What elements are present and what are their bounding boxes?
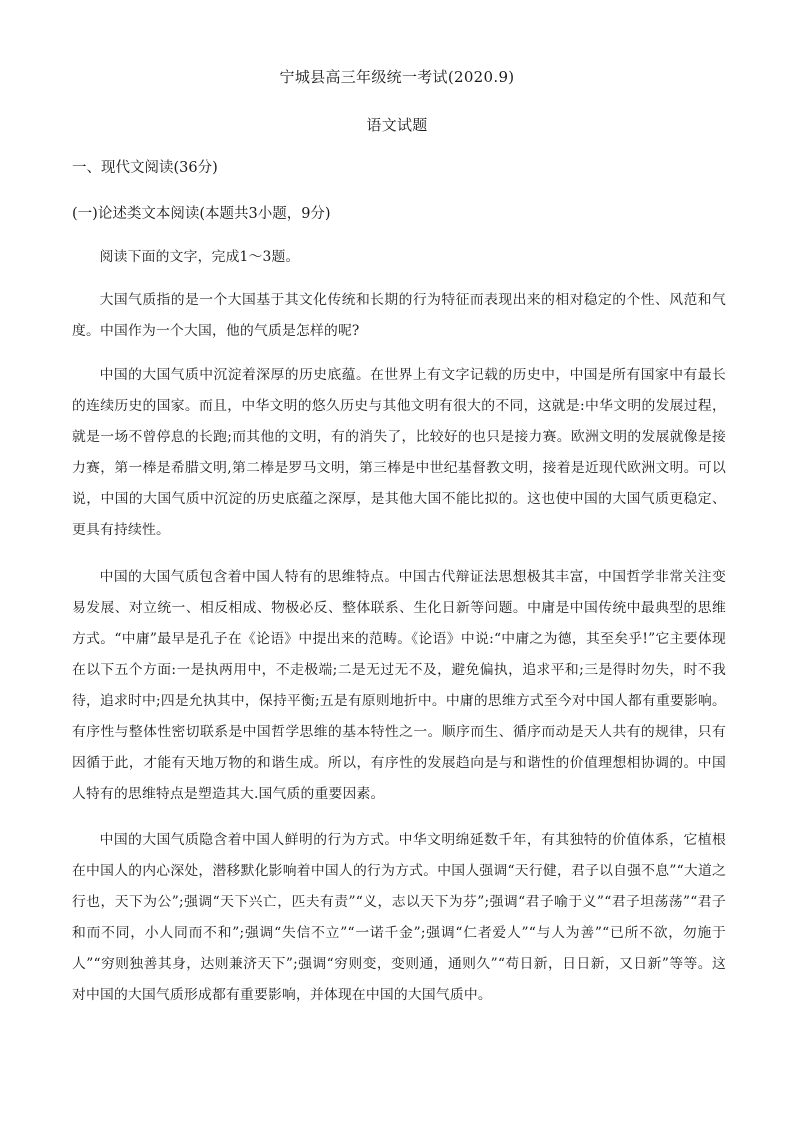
section-heading: 一、现代文阅读(36分) — [72, 160, 218, 176]
exam-subject-title: 语文试题 — [366, 116, 428, 134]
subsection-heading: (一)论述类文本阅读(本题共3小题，9分) — [72, 206, 331, 222]
reading-instruction: 阅读下面的文字，完成1～3题。 — [99, 249, 300, 265]
passage-paragraph: 中国的大国气质中沉淀着深厚的历史底蕴。在世界上有文字记载的历史中，中国是所有国家中有最长的连续历史的国家。而且，中华文明的悠久历史与其他文明有很大的不同，这就是:中华文明的发展过程，就是一场不曾停息的长跑;而其他的文明，有的消失了，比较好的也只是接力赛。欧洲文明的发展就像是接力赛，第一棒是希腊文明,第二棒是罗马文明，第三棒是中世纪基督教文明，接着是近现代欧洲文明。可以说，中国的大国气质中沉淀的历史底蕴之深厚，是其他大国不能比拟的。这也使中国的大国气质更稳定、更具有持续性。 — [72, 367, 726, 538]
passage-paragraph: 中国的大国气质包含着中国人特有的思维特点。中国古代辩证法思想极其丰富，中国哲学非常关注变易发展、对立统一、相反相成、物极必反、整体联系、生化日新等问题。中庸是中国传统中最典型的思维方式。“中庸”最早是孔子在《论语》中提出来的范畴。《论语》中说:“中庸之为德，其至矣乎!”它主要体现在以下五个方面:一是执两用中，不走极端;二是无过无不及，避免偏执，追求平和;三是得时勿失，时不我待，追求时中;四是允执其中，保持平衡;五是有原则地折中。中庸的思维方式至今对中国人都有重要影响。有序性与整体性密切联系是中国哲学思维的基本特性之一。顺序而生、循序而动是天人共有的规律，只有因循于此，才能有天地万物的和谐生成。所以，有序性的发展趋向是与和谐性的价值理想相协调的。中国人特有的思维特点是塑造其大.国气质的重要因素。 — [72, 569, 726, 802]
exam-main-title: 宁城县高三年级统一考试(2020.9) — [279, 68, 515, 86]
passage-paragraph: 中国的大国气质隐含着中国人鲜明的行为方式。中华文明绵延数千年，有其独特的价值体系，它植根在中国人的内心深处，潜移默化影响着中国人的行为方式。中国人强调“天行健，君子以自强不息”“大道之行也，天下为公”;强调“天下兴亡，匹夫有责”“义，志以天下为芬”;强调“君子喻于义”“君子坦荡荡”“君子和而不同，小人同而不和”;强调“失信不立”“一诺千金”;强调“仁者爱人”“与人为善”“已所不欲，勿施于人”“穷则独善其身，达则兼济天下”;强调“穷则变，变则通，通则久”“苟日新，日日新，又日新”等等。这对中国的大国气质形成都有重要影响，并体现在中国的大国气质中。 — [72, 832, 726, 1003]
passage-paragraph: 大国气质指的是一个大国基于其文化传统和长期的行为特征而表现出来的相对稳定的个性、风范和气度。中国作为一个大国，他的气质是怎样的呢? — [72, 292, 726, 339]
